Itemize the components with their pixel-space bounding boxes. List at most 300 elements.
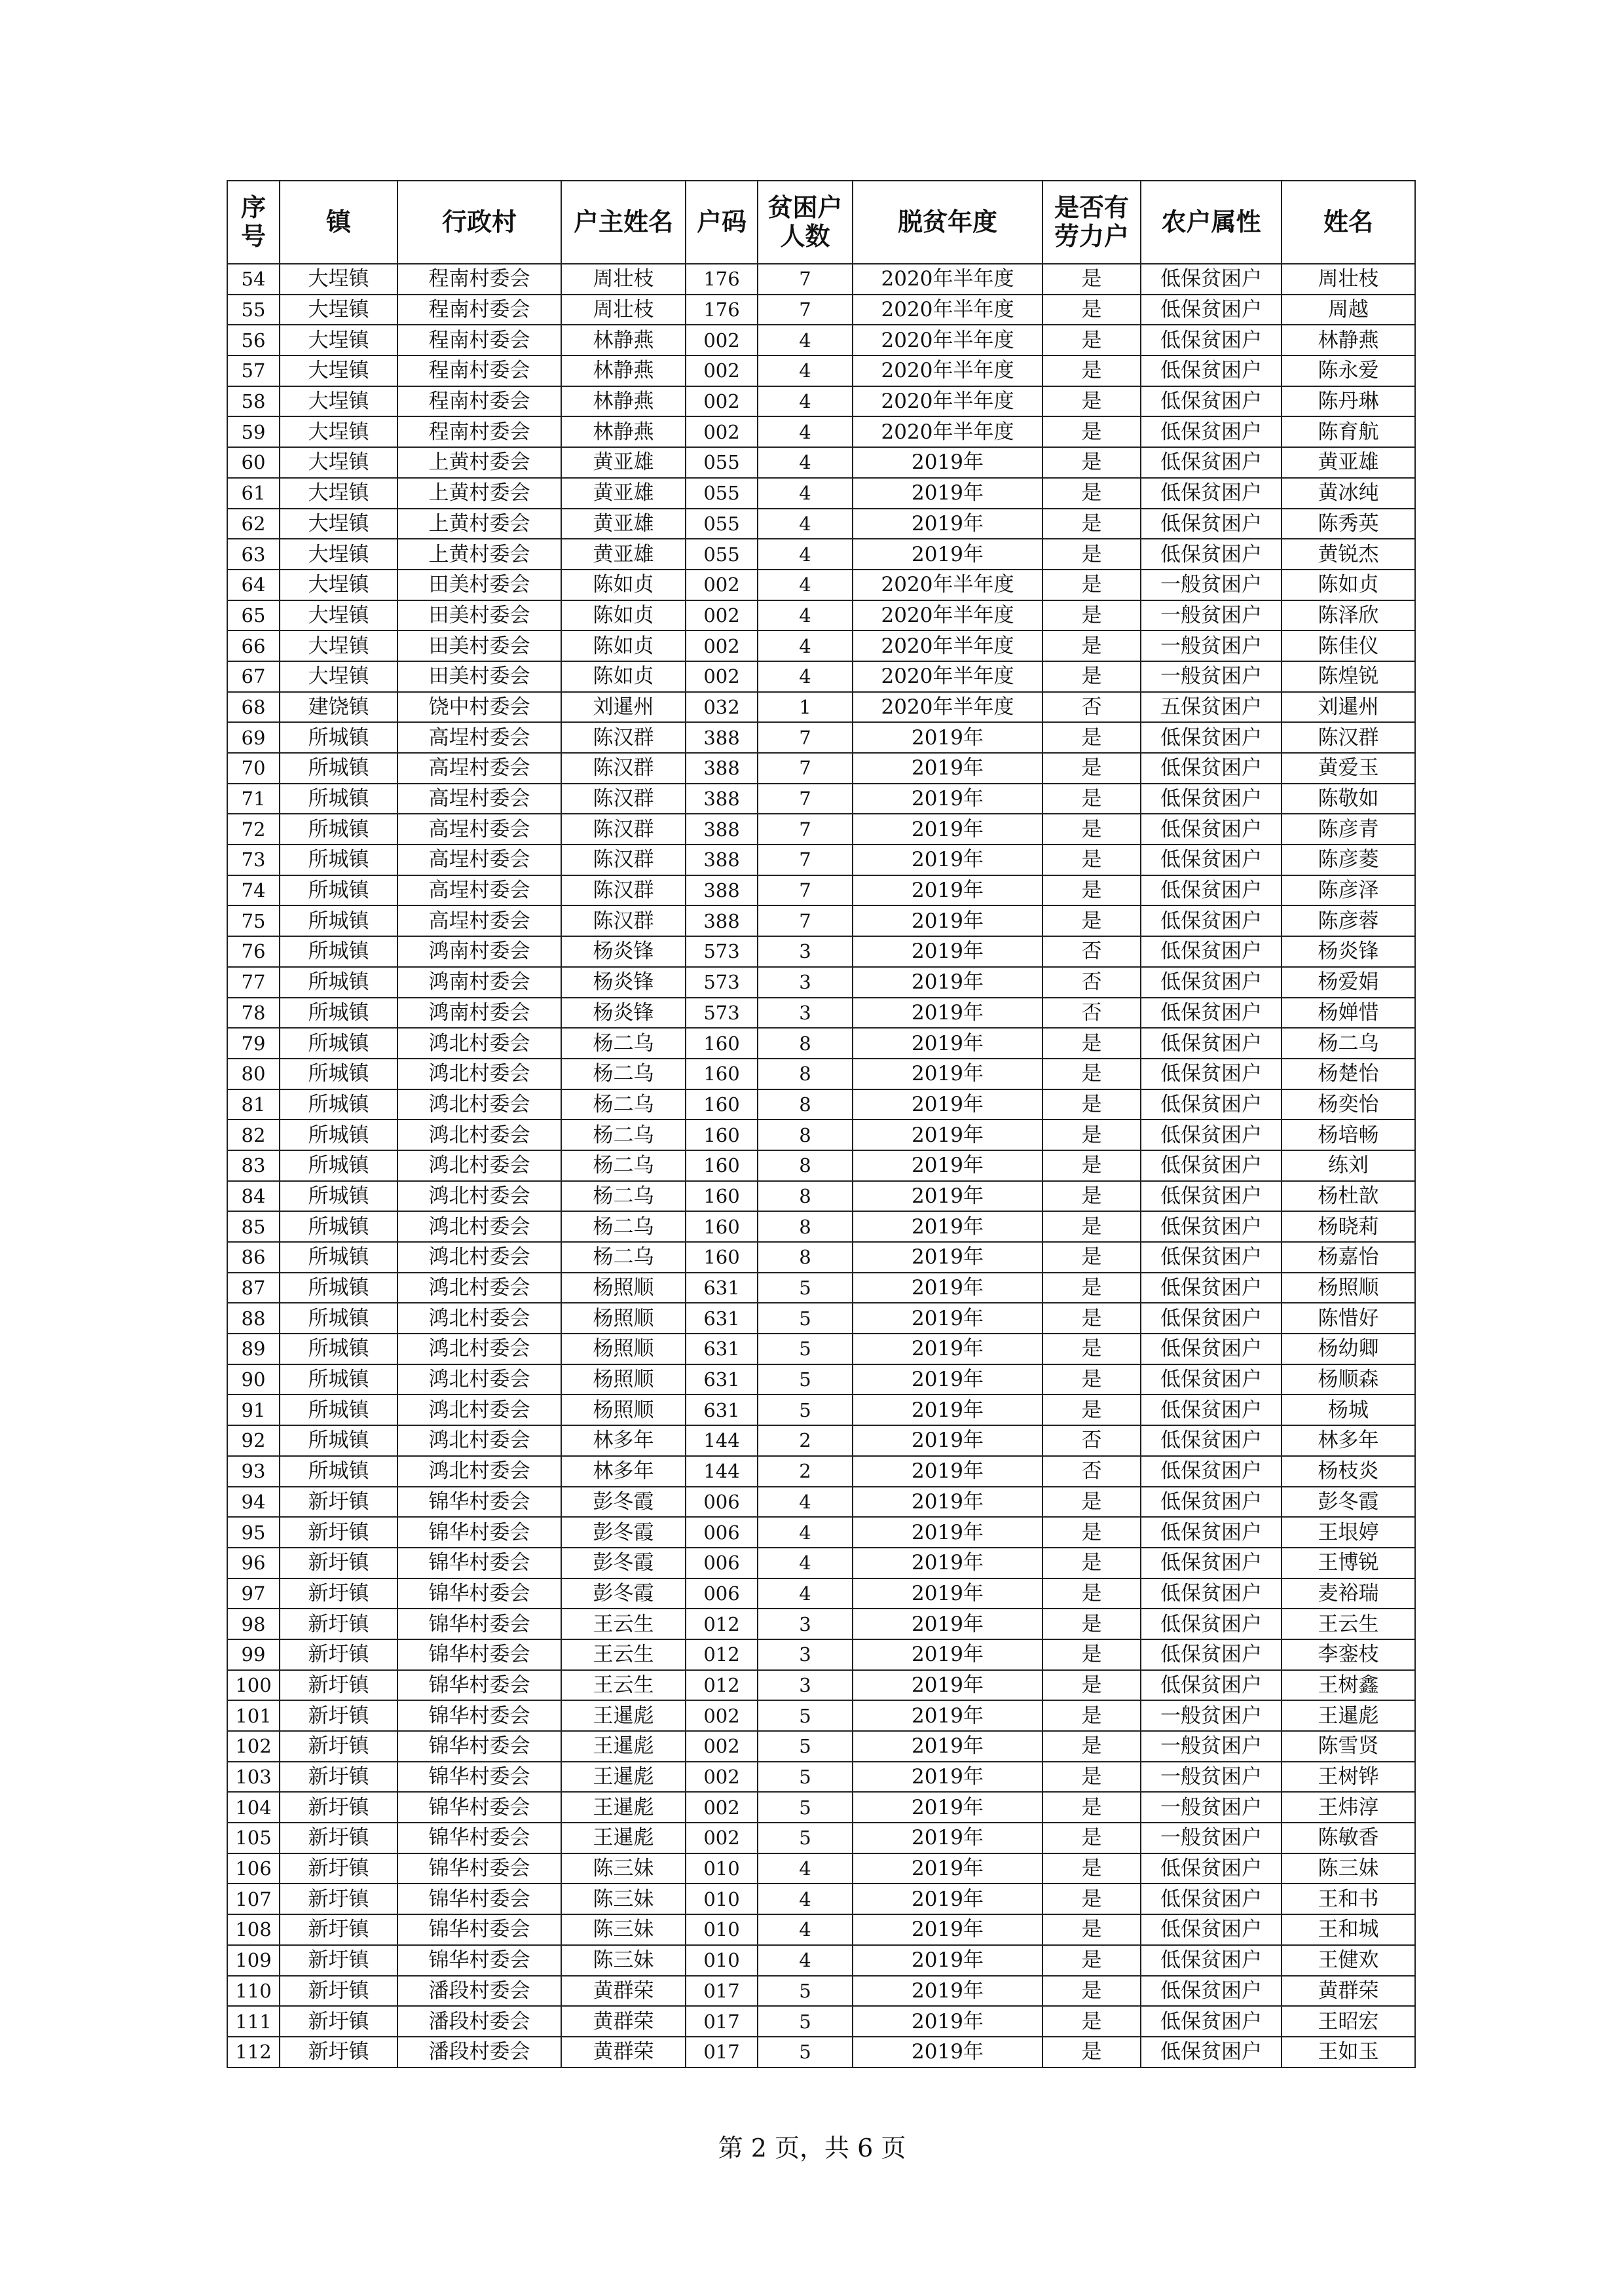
table-row: [227, 753, 1415, 784]
cell-member-name: 刘暹州: [1282, 692, 1415, 723]
header-village: 行政村: [397, 181, 561, 264]
cell-exit-year: 2019年: [853, 814, 1043, 845]
cell-member-name: 陈佳仪: [1282, 630, 1415, 661]
cell-seq: 60: [227, 447, 280, 478]
cell-labor: 是: [1043, 447, 1141, 478]
cell-member-name: 王垠婷: [1282, 1517, 1415, 1548]
table-row: [227, 1945, 1415, 1976]
cell-member-name: 杨嘉怡: [1282, 1242, 1415, 1273]
cell-attribute: 低保贫困户: [1141, 1487, 1282, 1518]
cell-village: 鸿南村委会: [397, 998, 561, 1029]
cell-seq: 66: [227, 630, 280, 661]
cell-attribute: 低保贫困户: [1141, 1394, 1282, 1425]
cell-member-name: 杨楚怡: [1282, 1059, 1415, 1089]
cell-village: 鸿南村委会: [397, 936, 561, 967]
cell-attribute: 低保贫困户: [1141, 355, 1282, 386]
cell-exit-year: 2019年: [853, 1120, 1043, 1150]
cell-exit-year: 2019年: [853, 1914, 1043, 1945]
cell-household-size: 4: [758, 1914, 853, 1945]
cell-member-name: 杨杜歆: [1282, 1181, 1415, 1212]
cell-household-code: 573: [686, 936, 758, 967]
cell-town: 所城镇: [280, 1150, 397, 1181]
cell-seq: 75: [227, 905, 280, 936]
cell-household-code: 002: [686, 325, 758, 355]
cell-town: 新圩镇: [280, 1670, 397, 1701]
cell-exit-year: 2019年: [853, 539, 1043, 570]
cell-member-name: 陈惜好: [1282, 1303, 1415, 1334]
cell-exit-year: 2019年: [853, 1487, 1043, 1518]
cell-seq: 97: [227, 1578, 280, 1609]
header-householder: 户主姓名: [561, 181, 686, 264]
table-row: [227, 1150, 1415, 1181]
cell-attribute: 低保贫困户: [1141, 1548, 1282, 1578]
cell-village: 上黄村委会: [397, 539, 561, 570]
cell-household-code: 006: [686, 1487, 758, 1518]
cell-attribute: 低保贫困户: [1141, 1028, 1282, 1059]
cell-exit-year: 2019年: [853, 1823, 1043, 1853]
cell-householder: 杨照顺: [561, 1273, 686, 1303]
cell-village: 田美村委会: [397, 600, 561, 631]
cell-attribute: 低保贫困户: [1141, 2037, 1282, 2068]
table-row: [227, 478, 1415, 509]
cell-labor: 是: [1043, 264, 1141, 295]
cell-attribute: 低保贫困户: [1141, 1884, 1282, 1914]
table-row: [227, 447, 1415, 478]
cell-householder: 杨二乌: [561, 1211, 686, 1242]
cell-seq: 61: [227, 478, 280, 509]
cell-labor: 是: [1043, 630, 1141, 661]
cell-labor: 是: [1043, 1853, 1141, 1884]
cell-seq: 105: [227, 1823, 280, 1853]
cell-exit-year: 2020年半年度: [853, 600, 1043, 631]
cell-attribute: 低保贫困户: [1141, 386, 1282, 417]
cell-household-code: 017: [686, 1976, 758, 2007]
cell-village: 锦华村委会: [397, 1792, 561, 1823]
cell-attribute: 低保贫困户: [1141, 416, 1282, 447]
cell-householder: 黄群荣: [561, 2006, 686, 2037]
cell-household-code: 002: [686, 1731, 758, 1762]
cell-householder: 陈三妹: [561, 1945, 686, 1976]
cell-labor: 是: [1043, 1303, 1141, 1334]
cell-town: 所城镇: [280, 1028, 397, 1059]
cell-household-code: 160: [686, 1028, 758, 1059]
cell-member-name: 杨晓莉: [1282, 1211, 1415, 1242]
cell-seq: 56: [227, 325, 280, 355]
table-row: [227, 1976, 1415, 2007]
cell-seq: 76: [227, 936, 280, 967]
cell-attribute: 一般贫困户: [1141, 1823, 1282, 1853]
cell-village: 鸿北村委会: [397, 1303, 561, 1334]
poverty-household-table: [227, 180, 1416, 2068]
cell-seq: 68: [227, 692, 280, 723]
cell-household-size: 5: [758, 1976, 853, 2007]
cell-labor: 是: [1043, 1334, 1141, 1364]
cell-attribute: 低保贫困户: [1141, 1578, 1282, 1609]
cell-exit-year: 2019年: [853, 875, 1043, 906]
cell-labor: 是: [1043, 509, 1141, 539]
cell-village: 程南村委会: [397, 416, 561, 447]
cell-member-name: 杨枝炎: [1282, 1456, 1415, 1487]
cell-attribute: 低保贫困户: [1141, 1914, 1282, 1945]
cell-household-size: 4: [758, 1517, 853, 1548]
cell-attribute: 低保贫困户: [1141, 1150, 1282, 1181]
cell-household-code: 006: [686, 1548, 758, 1578]
cell-household-code: 388: [686, 814, 758, 845]
cell-town: 所城镇: [280, 1120, 397, 1150]
cell-household-code: 002: [686, 1823, 758, 1853]
cell-labor: 是: [1043, 325, 1141, 355]
cell-member-name: 杨培畅: [1282, 1120, 1415, 1150]
cell-attribute: 一般贫困户: [1141, 1762, 1282, 1793]
cell-exit-year: 2019年: [853, 2006, 1043, 2037]
cell-seq: 71: [227, 784, 280, 814]
cell-householder: 陈汉群: [561, 722, 686, 753]
cell-household-size: 7: [758, 722, 853, 753]
cell-household-size: 5: [758, 1700, 853, 1731]
table-row: [227, 1303, 1415, 1334]
cell-labor: 是: [1043, 1823, 1141, 1853]
cell-member-name: 杨婵惜: [1282, 998, 1415, 1029]
cell-labor: 是: [1043, 722, 1141, 753]
cell-household-size: 4: [758, 478, 853, 509]
cell-village: 鸿北村委会: [397, 1181, 561, 1212]
cell-householder: 陈三妹: [561, 1914, 686, 1945]
cell-attribute: 一般贫困户: [1141, 600, 1282, 631]
cell-household-size: 5: [758, 1334, 853, 1364]
cell-household-size: 5: [758, 1364, 853, 1395]
table-row: [227, 1456, 1415, 1487]
cell-member-name: 杨炎锋: [1282, 936, 1415, 967]
cell-attribute: 低保贫困户: [1141, 1089, 1282, 1120]
cell-household-size: 7: [758, 295, 853, 325]
cell-seq: 58: [227, 386, 280, 417]
cell-household-code: 010: [686, 1853, 758, 1884]
cell-labor: 是: [1043, 905, 1141, 936]
cell-member-name: 李銮枝: [1282, 1639, 1415, 1670]
cell-member-name: 彭冬霞: [1282, 1487, 1415, 1518]
cell-seq: 100: [227, 1670, 280, 1701]
table-row: [227, 2006, 1415, 2037]
cell-labor: 是: [1043, 1394, 1141, 1425]
cell-village: 鸿北村委会: [397, 1364, 561, 1395]
cell-household-code: 006: [686, 1517, 758, 1548]
cell-householder: 杨二乌: [561, 1242, 686, 1273]
cell-exit-year: 2019年: [853, 1517, 1043, 1548]
cell-householder: 陈汉群: [561, 753, 686, 784]
cell-household-size: 5: [758, 1792, 853, 1823]
cell-town: 所城镇: [280, 1242, 397, 1273]
cell-town: 大埕镇: [280, 264, 397, 295]
cell-household-size: 3: [758, 998, 853, 1029]
cell-household-code: 631: [686, 1334, 758, 1364]
cell-labor: 是: [1043, 1731, 1141, 1762]
cell-seq: 57: [227, 355, 280, 386]
cell-exit-year: 2019年: [853, 1731, 1043, 1762]
cell-seq: 111: [227, 2006, 280, 2037]
cell-labor: 是: [1043, 600, 1141, 631]
cell-member-name: 陈彦泽: [1282, 875, 1415, 906]
cell-household-code: 010: [686, 1884, 758, 1914]
cell-householder: 杨二乌: [561, 1150, 686, 1181]
cell-seq: 108: [227, 1914, 280, 1945]
cell-village: 鸿北村委会: [397, 1273, 561, 1303]
cell-town: 大埕镇: [280, 295, 397, 325]
cell-household-code: 002: [686, 1792, 758, 1823]
cell-town: 新圩镇: [280, 1517, 397, 1548]
cell-labor: 是: [1043, 295, 1141, 325]
cell-labor: 是: [1043, 1273, 1141, 1303]
cell-exit-year: 2019年: [853, 1609, 1043, 1639]
cell-exit-year: 2019年: [853, 478, 1043, 509]
cell-householder: 黄亚雄: [561, 447, 686, 478]
cell-village: 鸿北村委会: [397, 1059, 561, 1089]
cell-household-code: 002: [686, 661, 758, 692]
cell-householder: 陈汉群: [561, 905, 686, 936]
cell-householder: 陈如贞: [561, 661, 686, 692]
cell-labor: 否: [1043, 998, 1141, 1029]
cell-town: 新圩镇: [280, 1639, 397, 1670]
cell-town: 大埕镇: [280, 570, 397, 600]
cell-household-code: 388: [686, 905, 758, 936]
cell-attribute: 低保贫困户: [1141, 845, 1282, 875]
cell-household-size: 4: [758, 355, 853, 386]
cell-seq: 77: [227, 967, 280, 998]
cell-labor: 是: [1043, 1028, 1141, 1059]
cell-householder: 黄群荣: [561, 2037, 686, 2068]
poverty-household-table-page: [227, 180, 1414, 2068]
cell-household-code: 144: [686, 1425, 758, 1456]
cell-village: 高埕村委会: [397, 875, 561, 906]
cell-household-size: 3: [758, 967, 853, 998]
cell-exit-year: 2019年: [853, 1853, 1043, 1884]
cell-seq: 103: [227, 1762, 280, 1793]
cell-exit-year: 2019年: [853, 1181, 1043, 1212]
cell-member-name: 王健欢: [1282, 1945, 1415, 1976]
cell-member-name: 陈丹琳: [1282, 386, 1415, 417]
cell-household-code: 017: [686, 2037, 758, 2068]
cell-household-size: 4: [758, 539, 853, 570]
cell-seq: 112: [227, 2037, 280, 2068]
cell-village: 鸿北村委会: [397, 1120, 561, 1150]
cell-village: 鸿北村委会: [397, 1242, 561, 1273]
cell-seq: 90: [227, 1364, 280, 1395]
cell-seq: 89: [227, 1334, 280, 1364]
cell-village: 锦华村委会: [397, 1731, 561, 1762]
cell-household-size: 8: [758, 1181, 853, 1212]
cell-town: 大埕镇: [280, 600, 397, 631]
cell-household-size: 5: [758, 2006, 853, 2037]
cell-member-name: 陈敏香: [1282, 1823, 1415, 1853]
table-row: [227, 509, 1415, 539]
cell-town: 所城镇: [280, 845, 397, 875]
cell-household-size: 7: [758, 753, 853, 784]
cell-member-name: 杨二乌: [1282, 1028, 1415, 1059]
cell-labor: 是: [1043, 1578, 1141, 1609]
cell-exit-year: 2019年: [853, 2037, 1043, 2068]
cell-member-name: 王和书: [1282, 1884, 1415, 1914]
cell-householder: 陈如贞: [561, 570, 686, 600]
cell-town: 所城镇: [280, 1334, 397, 1364]
cell-labor: 是: [1043, 1364, 1141, 1395]
cell-labor: 是: [1043, 875, 1141, 906]
cell-village: 锦华村委会: [397, 1609, 561, 1639]
cell-attribute: 低保贫困户: [1141, 1334, 1282, 1364]
cell-town: 大埕镇: [280, 630, 397, 661]
cell-household-code: 388: [686, 845, 758, 875]
cell-householder: 彭冬霞: [561, 1517, 686, 1548]
cell-town: 新圩镇: [280, 1578, 397, 1609]
table-row: [227, 661, 1415, 692]
cell-village: 锦华村委会: [397, 1548, 561, 1578]
cell-household-code: 144: [686, 1456, 758, 1487]
cell-household-size: 5: [758, 1273, 853, 1303]
cell-attribute: 低保贫困户: [1141, 998, 1282, 1029]
cell-village: 田美村委会: [397, 661, 561, 692]
table-row: [227, 1517, 1415, 1548]
cell-labor: 是: [1043, 1211, 1141, 1242]
cell-household-size: 3: [758, 1670, 853, 1701]
cell-household-code: 017: [686, 2006, 758, 2037]
header-household-size: 贫困户 人数: [758, 181, 853, 264]
table-row: [227, 1211, 1415, 1242]
cell-labor: 是: [1043, 539, 1141, 570]
cell-householder: 陈如贞: [561, 600, 686, 631]
cell-seq: 110: [227, 1976, 280, 2007]
cell-town: 大埕镇: [280, 661, 397, 692]
cell-labor: 是: [1043, 1700, 1141, 1731]
cell-member-name: 王和城: [1282, 1914, 1415, 1945]
cell-exit-year: 2020年半年度: [853, 416, 1043, 447]
cell-householder: 杨二乌: [561, 1059, 686, 1089]
cell-town: 新圩镇: [280, 1853, 397, 1884]
cell-household-code: 160: [686, 1242, 758, 1273]
table-row: [227, 1914, 1415, 1945]
table-row: [227, 1487, 1415, 1518]
cell-household-code: 388: [686, 784, 758, 814]
cell-exit-year: 2020年半年度: [853, 264, 1043, 295]
cell-village: 潘段村委会: [397, 1976, 561, 2007]
cell-village: 田美村委会: [397, 570, 561, 600]
cell-seq: 109: [227, 1945, 280, 1976]
cell-village: 鸿南村委会: [397, 967, 561, 998]
cell-labor: 是: [1043, 1517, 1141, 1548]
cell-town: 新圩镇: [280, 1823, 397, 1853]
cell-town: 所城镇: [280, 905, 397, 936]
cell-village: 高埕村委会: [397, 845, 561, 875]
cell-household-size: 5: [758, 1394, 853, 1425]
cell-household-code: 055: [686, 447, 758, 478]
header-town: 镇: [280, 181, 397, 264]
cell-labor: 否: [1043, 936, 1141, 967]
cell-attribute: 低保贫困户: [1141, 447, 1282, 478]
cell-household-code: 010: [686, 1945, 758, 1976]
cell-village: 鸿北村委会: [397, 1425, 561, 1456]
cell-attribute: 低保贫困户: [1141, 1059, 1282, 1089]
table-row: [227, 264, 1415, 295]
cell-member-name: 王如玉: [1282, 2037, 1415, 2068]
cell-exit-year: 2019年: [853, 1303, 1043, 1334]
table-row: [227, 875, 1415, 906]
header-labor: 是否有 劳力户: [1043, 181, 1141, 264]
cell-attribute: 低保贫困户: [1141, 295, 1282, 325]
cell-seq: 72: [227, 814, 280, 845]
table-row: [227, 967, 1415, 998]
cell-member-name: 周壮枝: [1282, 264, 1415, 295]
cell-attribute: 低保贫困户: [1141, 1945, 1282, 1976]
cell-exit-year: 2019年: [853, 447, 1043, 478]
cell-household-code: 002: [686, 630, 758, 661]
cell-household-size: 8: [758, 1028, 853, 1059]
page-footer: 第 2 页，共 6 页: [718, 2134, 906, 2162]
cell-labor: 是: [1043, 2037, 1141, 2068]
cell-village: 锦华村委会: [397, 1945, 561, 1976]
table-row: [227, 814, 1415, 845]
cell-town: 新圩镇: [280, 1731, 397, 1762]
cell-household-code: 012: [686, 1670, 758, 1701]
header-attribute: 农户属性: [1141, 181, 1282, 264]
cell-householder: 林静燕: [561, 325, 686, 355]
cell-household-code: 055: [686, 478, 758, 509]
cell-household-code: 176: [686, 264, 758, 295]
header-exit-year: 脱贫年度: [853, 181, 1043, 264]
cell-labor: 是: [1043, 1242, 1141, 1273]
cell-household-size: 4: [758, 447, 853, 478]
cell-seq: 92: [227, 1425, 280, 1456]
cell-village: 锦华村委会: [397, 1517, 561, 1548]
cell-householder: 王云生: [561, 1639, 686, 1670]
cell-seq: 91: [227, 1394, 280, 1425]
cell-seq: 106: [227, 1853, 280, 1884]
table-row: [227, 1731, 1415, 1762]
cell-household-size: 4: [758, 630, 853, 661]
cell-member-name: 陈煌锐: [1282, 661, 1415, 692]
cell-household-code: 631: [686, 1303, 758, 1334]
cell-seq: 96: [227, 1548, 280, 1578]
cell-labor: 是: [1043, 1150, 1141, 1181]
cell-town: 所城镇: [280, 1303, 397, 1334]
cell-labor: 是: [1043, 1884, 1141, 1914]
cell-labor: 是: [1043, 1670, 1141, 1701]
cell-householder: 林静燕: [561, 416, 686, 447]
cell-labor: 是: [1043, 570, 1141, 600]
cell-attribute: 低保贫困户: [1141, 539, 1282, 570]
cell-village: 上黄村委会: [397, 447, 561, 478]
cell-seq: 78: [227, 998, 280, 1029]
cell-labor: 是: [1043, 661, 1141, 692]
cell-seq: 98: [227, 1609, 280, 1639]
cell-attribute: 低保贫困户: [1141, 1976, 1282, 2007]
cell-household-code: 176: [686, 295, 758, 325]
cell-seq: 107: [227, 1884, 280, 1914]
cell-household-code: 160: [686, 1150, 758, 1181]
cell-household-size: 8: [758, 1059, 853, 1089]
cell-village: 高埕村委会: [397, 814, 561, 845]
cell-member-name: 王树铧: [1282, 1762, 1415, 1793]
cell-householder: 王暹彪: [561, 1762, 686, 1793]
cell-householder: 刘暹州: [561, 692, 686, 723]
cell-village: 鸿北村委会: [397, 1211, 561, 1242]
cell-town: 所城镇: [280, 753, 397, 784]
cell-town: 新圩镇: [280, 1914, 397, 1945]
cell-attribute: 一般贫困户: [1141, 630, 1282, 661]
cell-exit-year: 2019年: [853, 1456, 1043, 1487]
table-row: [227, 1548, 1415, 1578]
cell-town: 所城镇: [280, 1211, 397, 1242]
cell-exit-year: 2019年: [853, 1639, 1043, 1670]
cell-seq: 80: [227, 1059, 280, 1089]
cell-seq: 104: [227, 1792, 280, 1823]
cell-village: 鸿北村委会: [397, 1334, 561, 1364]
